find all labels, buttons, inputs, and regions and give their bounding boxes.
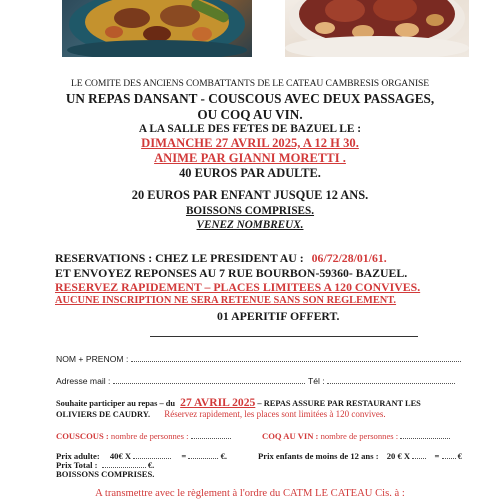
places-limited-note: Réservez rapidement, les places sont limitées à 120 convives. <box>164 409 386 419</box>
tel-label: Tél : <box>308 376 325 386</box>
separator-line <box>150 336 418 337</box>
organiser-line: LE COMITE DES ANCIENS COMBATTANTS DE LE CATEAU CAMBRESIS ORGANISE <box>70 78 430 89</box>
coq-count-input[interactable] <box>400 438 450 439</box>
participation-line <box>56 396 421 409</box>
tel-field[interactable] <box>308 376 455 386</box>
name-field[interactable] <box>56 354 461 364</box>
event-title-line2: OU COQ AU VIN. <box>197 107 303 122</box>
participation-prefix: Souhaite participer au repas – du <box>56 399 176 408</box>
couscous-count-label: nombre de personnes : <box>108 431 189 441</box>
reservations-line <box>55 251 387 266</box>
coq-count-label: nombre de personnes : <box>318 431 399 441</box>
child-euro: € <box>457 451 462 461</box>
event-title-line1: UN REPAS DANSANT - COUSCOUS AVEC DEUX PASSAGES, <box>65 91 435 106</box>
participation-suffix: – REPAS ASSURE PAR RESTAURANT LES <box>257 399 421 408</box>
child-quantity-input[interactable] <box>412 458 426 459</box>
adult-equals: = <box>181 451 187 461</box>
adult-price-value: 40€ X <box>109 451 132 461</box>
venue-line: A LA SALLE DES FETES DE BAZUEL LE : <box>138 123 362 135</box>
tel-input[interactable] <box>327 383 455 384</box>
no-registration-line: AUCUNE INSCRIPTION NE SERA RETENUE SANS SON REGLEMENT. <box>55 295 397 306</box>
adult-price-label: Prix adulte: <box>56 451 100 461</box>
total-euro: €. <box>147 460 155 470</box>
name-input[interactable] <box>131 361 461 362</box>
reservations-prefix: RESERVATIONS : CHEZ LE PRESIDENT AU : <box>55 251 304 265</box>
event-date: DIMANCHE 27 AVRIL 2025, A 12 H 30. <box>141 136 359 150</box>
restaurant-name: OLIVIERS DE CAUDRY. <box>56 410 151 419</box>
come-many-line: VENEZ NOMBREUX. <box>196 219 304 231</box>
aperitif-line: 01 APERITIF OFFERT. <box>217 309 340 323</box>
transmit-line: A transmettre avec le règlement à l'ordre du CATM LE CATEAU Cis. à : <box>95 488 405 499</box>
email-input[interactable] <box>113 383 305 384</box>
couscous-label: COUSCOUS : <box>56 431 109 441</box>
animation-line: ANIME PAR GIANNI MORETTI . <box>154 151 346 165</box>
child-price-field[interactable] <box>258 451 462 461</box>
couscous-count-field[interactable] <box>56 431 231 441</box>
adult-euro: €. <box>220 451 228 461</box>
coq-au-vin-photo <box>285 0 469 57</box>
coq-label: COQ AU VIN : <box>262 431 319 441</box>
send-replies-line: ET ENVOYEZ REPONSES AU 7 RUE BOURBON-59360- BAZUEL. <box>55 266 408 280</box>
child-equals: = <box>434 451 440 461</box>
child-price-line: 20 EUROS PAR ENFANT JUSQUE 12 ANS. <box>131 188 369 202</box>
total-amount-input[interactable] <box>102 467 146 468</box>
president-phone: 06/72/28/01/61. <box>311 251 387 265</box>
couscous-count-input[interactable] <box>191 438 231 439</box>
child-price-label: Prix enfants de moins de 12 ans : <box>258 451 379 461</box>
child-amount-input[interactable] <box>442 458 456 459</box>
reserve-quickly-line: RESERVEZ RAPIDEMENT – PLACES LIMITEES A 120 CONVIVES. <box>55 280 421 294</box>
email-label: Adresse mail : <box>56 376 111 386</box>
coq-count-field[interactable] <box>262 431 450 441</box>
adult-price-line: 40 EUROS PAR ADULTE. <box>179 166 321 180</box>
total-price-label: Prix Total : <box>56 460 98 470</box>
drinks-included-line: BOISSONS COMPRISES. <box>185 205 315 217</box>
form-drinks-included: BOISSONS COMPRISES. <box>56 469 155 479</box>
adult-quantity-input[interactable] <box>133 458 171 459</box>
child-price-value: 20 € X <box>386 451 411 461</box>
name-label: NOM + PRENOM : <box>56 354 129 364</box>
email-field[interactable] <box>56 376 305 386</box>
participation-date: 27 AVRIL 2025 <box>180 396 256 409</box>
couscous-photo <box>62 0 252 57</box>
adult-amount-input[interactable] <box>188 458 218 459</box>
restaurant-line <box>56 409 386 419</box>
